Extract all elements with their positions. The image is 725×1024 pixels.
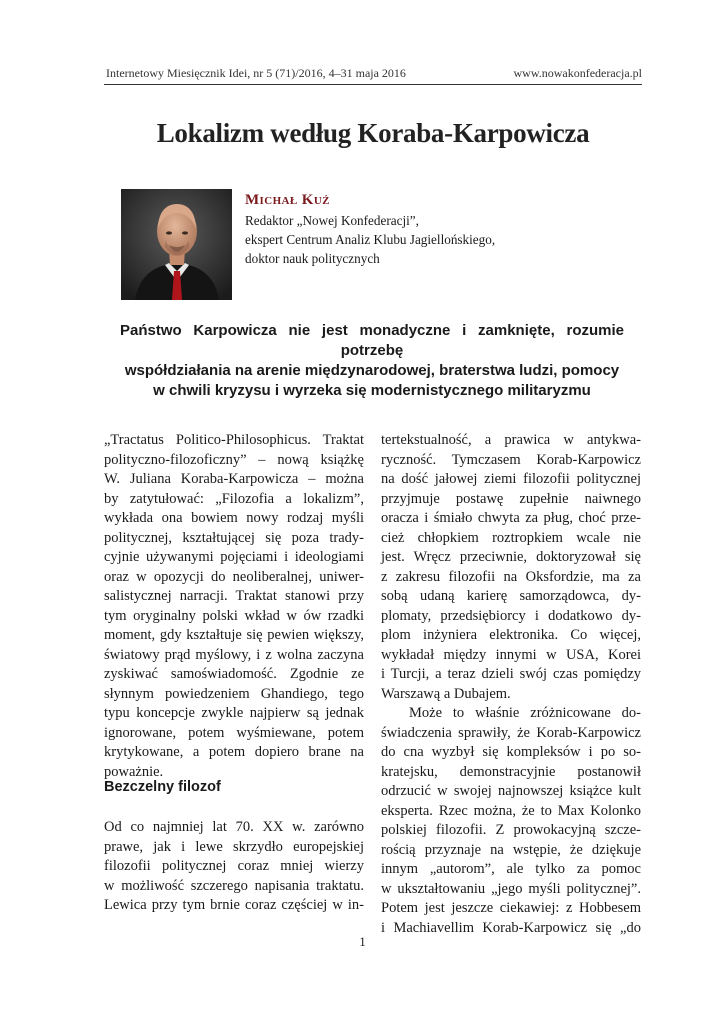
body-line: polskiej filozofii. Z prowokacyjną szcze- xyxy=(381,822,641,838)
body-line: „Tractatus Politico-Philosophicus. Traktat xyxy=(104,432,364,448)
body-line: by zatytułować: „Filozofia a lokalizm”, xyxy=(104,490,364,507)
website-url[interactable]: www.nowakonfederacja.pl xyxy=(513,66,642,80)
body-line: z zakresu filozofii na Oksfordzie, ma za xyxy=(381,568,641,585)
body-line: typu koncepcje zwykle najpierw są jednak xyxy=(104,705,364,721)
body-line: salistycznej narracji. Traktat stanowi przy xyxy=(104,588,364,604)
body-line: jest. Wręcz przeciwnie, doktoryzował się xyxy=(381,549,641,565)
body-line: innym „autorom”, ale tylko za pomoc xyxy=(381,861,641,877)
body-line: polityczno-filozoficzny” – nową książkę xyxy=(104,451,364,468)
author-role-3: doktor nauk politycznych xyxy=(245,251,380,266)
body-line: w ukształtowaniu „jego myśli politycznej”. xyxy=(381,880,641,897)
section-heading: Bezczelny filozof xyxy=(104,779,221,795)
body-column-left-continued xyxy=(104,818,364,916)
lead-line: w chwili kryzysu i wyrzeka się modernistycznego militaryzmu xyxy=(153,382,591,399)
body-line: przyjmuje postawę zupełnie naiwnego xyxy=(381,490,641,507)
article-lead xyxy=(120,321,624,401)
author-info xyxy=(245,192,605,268)
body-column-left xyxy=(104,431,364,782)
article-title: Lokalizm według Koraba-Karpowicza xyxy=(156,118,590,148)
body-line: i Turcji, a teraz dzieli swój czas pomiędzy xyxy=(381,666,641,682)
author-photo xyxy=(121,189,232,300)
body-line: plomaty, przedsiębiorcy i dodatkowo dy- xyxy=(381,607,641,624)
body-line: ignorowane, potem wyśmiewane, potem xyxy=(104,724,364,741)
body-line: W. Juliana Koraba-Karpowicza – można xyxy=(104,471,364,487)
body-line: Potem jest jeszcze ciekawiej: z Hobbesem xyxy=(381,900,641,916)
author-role-2: ekspert Centrum Analiz Klubu Jagiellońskiego, xyxy=(245,232,496,247)
body-line: świadczenia sprawiły, że Korab-Karpowicz xyxy=(381,724,641,741)
body-line: odrzucić w swojej najnowszej książce kult xyxy=(381,783,641,799)
body-line: w możliwość szczerego napisania traktatu. xyxy=(104,877,364,894)
body-line: politycznej, kształtującej się poza trady- xyxy=(104,529,364,546)
header-divider xyxy=(104,84,642,85)
page-number: 1 xyxy=(359,934,366,949)
body-line: ryczność. Tymczasem Korab-Karpowicz xyxy=(381,451,641,468)
lead-line: Państwo Karpowicza nie jest monadyczne i zamknięte, rozumie potrzebę xyxy=(120,322,624,359)
body-line: Lewica przy tym brnie coraz częściej w in- xyxy=(104,897,364,913)
body-line: Od co najmniej lat 70. XX w. zarówno xyxy=(104,819,364,835)
journal-header: Internetowy Miesięcznik Idei, nr 5 (71)/2016, 4–31 maja 2016 xyxy=(106,66,406,80)
body-line: kratejsku, demonstracyjnie postanowił xyxy=(381,763,641,780)
body-line: prawe, jak i lewe skrzydło europejskiej xyxy=(104,838,364,855)
author-portrait-image xyxy=(121,189,232,300)
body-line: poważnie. xyxy=(104,763,164,780)
body-line: moment, gdy kształtuje się pewien większy, xyxy=(104,627,364,643)
body-line: plom inżyniera elektronika. Co więcej, xyxy=(381,627,641,643)
lead-line: współdziałania na arenie międzynarodowej, braterstwa ludzi, pomocy xyxy=(124,362,620,379)
body-line: i Machiavellim Korab-Karpowicz się „do xyxy=(381,919,641,936)
body-line: rością przyznaje na wstępie, że dziękuje xyxy=(381,841,641,858)
body-line: światowy prąd myślowy, i z wolna zaczyna xyxy=(104,646,364,663)
body-line: oracza i śmiało chwyta za pług, choć prze- xyxy=(381,510,641,526)
body-line: wykłada ona bowiem nowy rodzaj myśli xyxy=(104,510,364,526)
body-line: słynnym powiedzeniem Ghandiego, tego xyxy=(104,685,364,702)
author-role-1: Redaktor „Nowej Konfederacji”, xyxy=(245,213,419,228)
body-line: filozofii politycznej coraz mniej wierzy xyxy=(104,858,364,874)
body-line: na dość jałowej ziemi filozofii politycznej xyxy=(381,471,641,487)
body-line: zyskiwać samoświadomość. Zgodnie ze xyxy=(104,666,364,682)
body-line: tertekstualność, a prawica w antykwa- xyxy=(381,432,641,448)
body-column-right xyxy=(381,431,641,938)
body-line: eksperta. Rzec można, że to Max Kolonko xyxy=(381,802,641,819)
body-line: do cna wyzbył się kompleksów i po so- xyxy=(381,744,641,760)
body-line: krytykowane, a potem dopiero brane na xyxy=(104,744,364,760)
author-name: Michał Kuź xyxy=(245,192,330,208)
body-line: cież chłopkiem roztropkiem wcale nie xyxy=(381,529,641,546)
body-line: tym oryginalny polski wkład w ów rzadki xyxy=(104,607,364,624)
body-line: cyjnie używanymi pojęciami i ideologiami xyxy=(104,549,364,565)
body-line: wykładał między innymi w USA, Korei xyxy=(381,646,641,663)
body-line: Może to właśnie zróżnicowane do- xyxy=(409,705,641,721)
body-line: Warszawą a Dubajem. xyxy=(381,685,511,702)
body-line: sobą udaną karierę samorządowca, dy- xyxy=(381,588,641,604)
body-line: oraz w opozycji do neoliberalnej, uniwer- xyxy=(104,568,364,585)
